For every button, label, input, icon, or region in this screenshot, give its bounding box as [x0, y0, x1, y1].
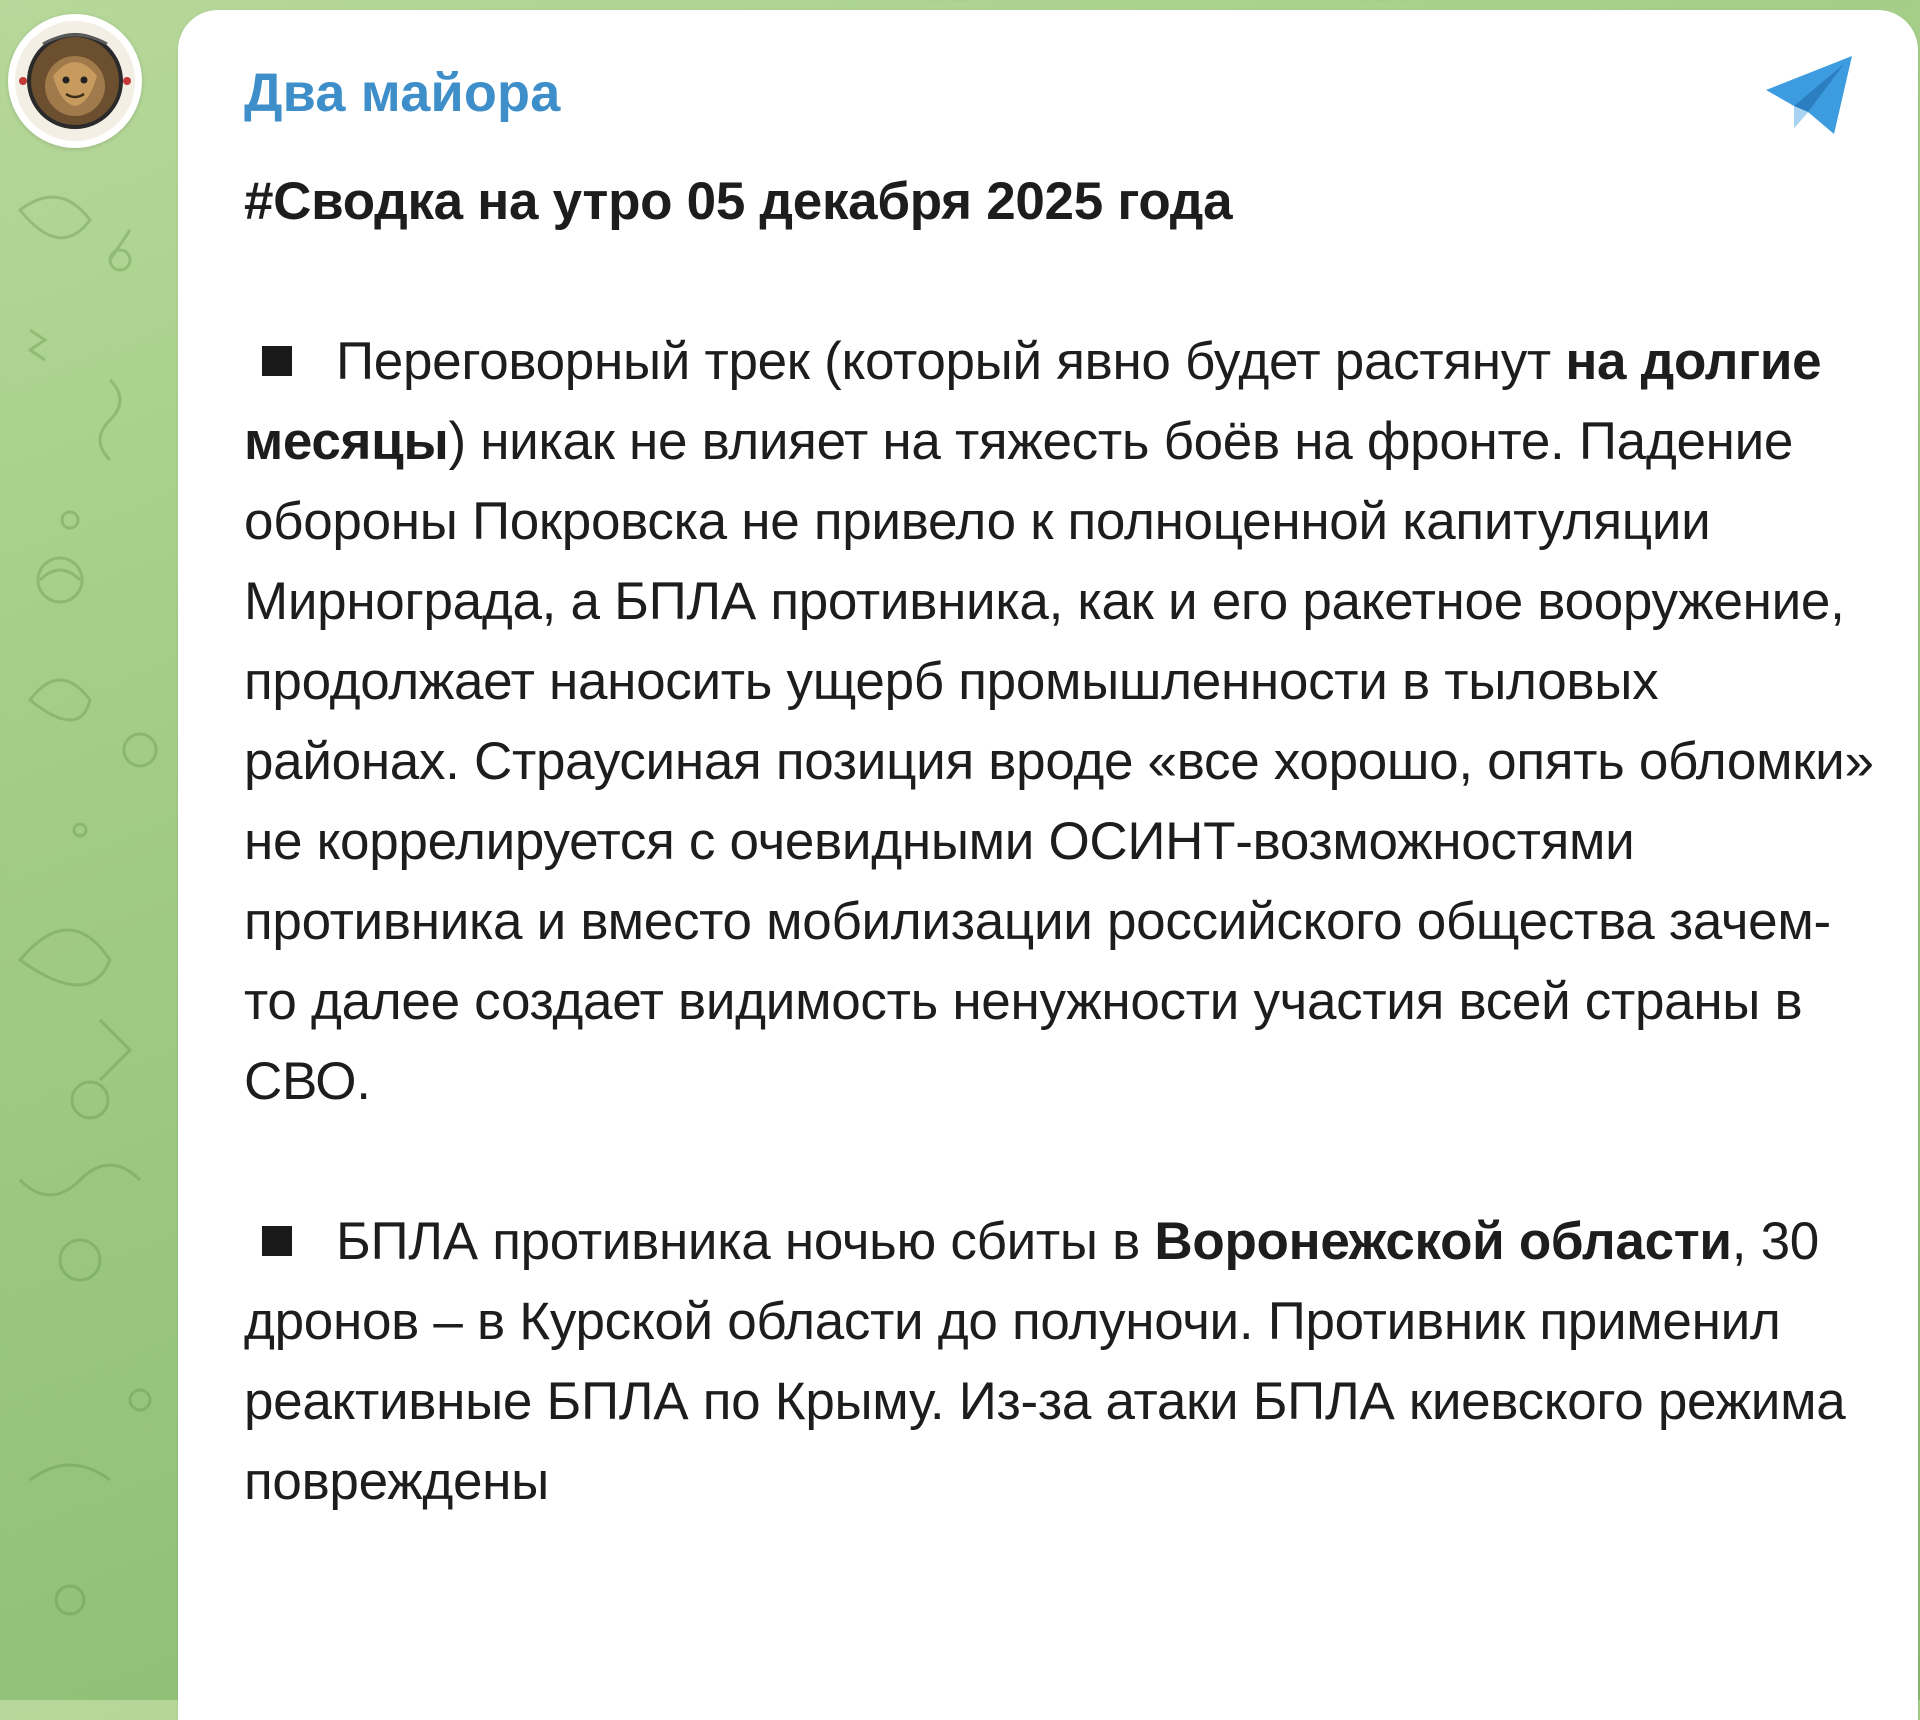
- paragraph-text: Переговорный трек (который явно будет растянут: [336, 332, 1566, 391]
- message-title: #Сводка на утро 05 декабря 2025 года: [244, 172, 1233, 231]
- channel-avatar[interactable]: [8, 14, 142, 148]
- telegram-plane-icon[interactable]: [1760, 50, 1860, 140]
- paragraph-bold-text: на долгие месяцы: [244, 332, 1822, 471]
- paragraph-text: БПЛА противника ночью сбиты в: [336, 1212, 1155, 1271]
- paragraph-bold-text: Воронежской области: [1154, 1212, 1732, 1271]
- black-square-icon: [262, 346, 292, 376]
- message-paragraph: [244, 1202, 1874, 1522]
- message-text: [244, 162, 1874, 1602]
- paragraph-text: , 30 дронов – в Курской области до полуночи. Противник применил реактивные БПЛА по Крыму. Из-за атаки БПЛА киевского режима повреждены: [244, 1212, 1846, 1511]
- message-paragraph: [244, 322, 1874, 1122]
- black-square-icon: [262, 1226, 292, 1256]
- paragraph-text: ) никак не влияет на тяжесть боёв на фронте. Падение обороны Покровска не привело к полноценной капитуляции Мирнограда, а БПЛА противника, как и его ракетное вооружение, продолжает наносить ущерб промышленности в тыловых районах. Страусиная позиция вроде «все хорошо, опять обломки» не коррелируется с очевидными ОСИНТ-возможностями противника и вместо мобилизации российского общества зачем-то далее создает видимость ненужности участия всей страны в СВО.: [244, 412, 1874, 1111]
- channel-name[interactable]: Два майора: [244, 63, 561, 123]
- background-doodle-pattern: [0, 0, 180, 1700]
- message-bubble: [178, 10, 1918, 1720]
- two-majors-logo-icon: [8, 14, 142, 148]
